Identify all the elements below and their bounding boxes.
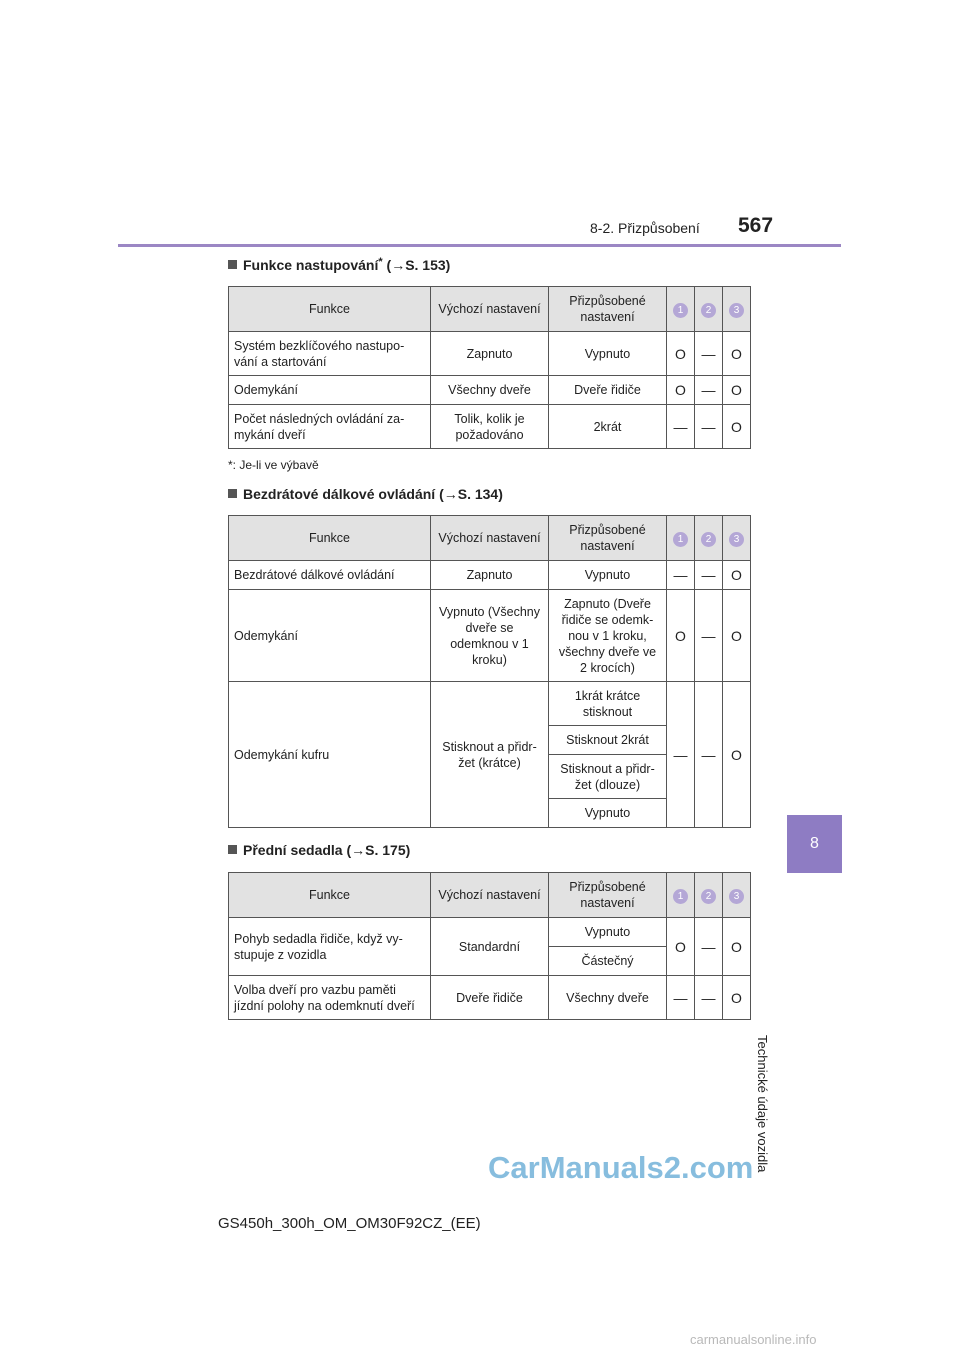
entry-settings-table [228, 286, 751, 449]
heading-text: Funkce nastupování [243, 257, 379, 273]
header-function: Funkce [229, 873, 431, 918]
cell-mark-3: O [723, 561, 751, 590]
cell-mark-3: O [723, 332, 751, 376]
cell-mark-2: — [695, 976, 723, 1020]
page-number: 567 [738, 214, 774, 237]
cell-function: Odemykání [229, 590, 431, 682]
cell-mark-1: O [667, 332, 695, 376]
header-col-2 [695, 516, 723, 561]
cell-custom: Vypnuto [549, 332, 667, 376]
cell-custom: Vypnuto [549, 561, 667, 590]
header-custom: Přizpůsobené nastavení [549, 516, 667, 561]
cell-function: Odemykání kufru [229, 682, 431, 828]
cell-default: Všechny dveře [431, 376, 549, 405]
table-row [229, 376, 751, 405]
table-row [229, 405, 751, 449]
cell-mark-3: O [723, 590, 751, 682]
cell-mark-1: O [667, 376, 695, 405]
cell-option: Stisknout 2krát [549, 726, 667, 755]
table-row [229, 561, 751, 590]
header-custom: Přizpůsobené nastavení [549, 287, 667, 332]
table-header-row [229, 873, 751, 918]
header-col-3 [723, 287, 751, 332]
header-default: Výchozí nastavení [431, 287, 549, 332]
cell-mark-1: — [667, 405, 695, 449]
cell-function: Počet následných ovládání za- mykání dveří [229, 405, 431, 449]
circle-2-icon: 2 [701, 303, 716, 318]
cell-mark-3: O [723, 682, 751, 828]
cell-mark-1: — [667, 682, 695, 828]
cell-default: Dveře řidiče [431, 976, 549, 1020]
square-bullet-icon [228, 845, 237, 854]
circle-2-icon: 2 [701, 532, 716, 547]
cell-function: Bezdrátové dálkové ovládání [229, 561, 431, 590]
header-function: Funkce [229, 516, 431, 561]
cell-function: Odemykání [229, 376, 431, 405]
heading-ref: (→S. 153) [382, 257, 451, 273]
cell-option: Stisknout a přidr- žet (dlouze) [549, 755, 667, 799]
header-col-1 [667, 516, 695, 561]
cell-mark-2: — [695, 682, 723, 828]
square-bullet-icon [228, 489, 237, 498]
header-custom: Přizpůsobené nastavení [549, 873, 667, 918]
cell-mark-3: O [723, 376, 751, 405]
cell-default: Vypnuto (Všechny dveře se odemknou v 1 kroku) [431, 590, 549, 682]
square-bullet-icon [228, 260, 237, 269]
document-code: GS450h_300h_OM_OM30F92CZ_(EE) [218, 1215, 481, 1232]
cell-custom: Dveře řidiče [549, 376, 667, 405]
asterisk-mark: * [378, 256, 383, 268]
cell-default: Stisknout a přidr- žet (krátce) [431, 682, 549, 828]
cell-default: Standardní [431, 918, 549, 976]
cell-mark-3: O [723, 918, 751, 976]
cell-default: Tolik, kolik je požadováno [431, 405, 549, 449]
cell-mark-1: — [667, 561, 695, 590]
circle-3-icon: 3 [729, 303, 744, 318]
section-heading-entry [228, 256, 450, 273]
table-header-row [229, 287, 751, 332]
footnote: *: Je-li ve výbavě [228, 458, 319, 472]
remote-settings-table [228, 515, 751, 828]
header-col-2 [695, 287, 723, 332]
cell-option: Vypnuto [549, 918, 667, 947]
cell-mark-2: — [695, 332, 723, 376]
table-row [229, 332, 751, 376]
cell-default: Zapnuto [431, 561, 549, 590]
cell-option: 1krát krátce stisknout [549, 682, 667, 726]
cell-default: Zapnuto [431, 332, 549, 376]
heading-text: Bezdrátové dálkové ovládání (→S. 134) [243, 486, 503, 502]
table-row [229, 590, 751, 682]
cell-mark-3: O [723, 976, 751, 1020]
cell-mark-2: — [695, 590, 723, 682]
cell-mark-2: — [695, 376, 723, 405]
cell-mark-2: — [695, 918, 723, 976]
chapter-tab: 8 [787, 815, 842, 873]
cell-custom: 2krát [549, 405, 667, 449]
cell-mark-1: O [667, 918, 695, 976]
header-function: Funkce [229, 287, 431, 332]
header-col-1 [667, 287, 695, 332]
table-row [229, 976, 751, 1020]
cell-mark-2: — [695, 405, 723, 449]
header-col-3 [723, 516, 751, 561]
header-divider [118, 244, 841, 247]
header-default: Výchozí nastavení [431, 516, 549, 561]
cell-mark-2: — [695, 561, 723, 590]
chapter-vertical-label: Technické údaje vozidla [755, 1035, 770, 1173]
cell-mark-3: O [723, 405, 751, 449]
seat-settings-table [228, 872, 751, 1020]
watermark-carmanualsonline: carmanualsonline.info [690, 1332, 817, 1347]
header-default: Výchozí nastavení [431, 873, 549, 918]
cell-custom: Zapnuto (Dveře řidiče se odemk- nou v 1 kroku, všechny dveře ve 2 krocích) [549, 590, 667, 682]
cell-function: Systém bezklíčového nastupo- vání a startování [229, 332, 431, 376]
header-col-3 [723, 873, 751, 918]
section-heading-seats [228, 842, 410, 858]
table-row [229, 682, 751, 726]
cell-custom: Všechny dveře [549, 976, 667, 1020]
table-header-row [229, 516, 751, 561]
table-row [229, 918, 751, 947]
circle-1-icon: 1 [673, 303, 688, 318]
watermark-carmanuals2: CarManuals2.com [488, 1150, 754, 1185]
circle-3-icon: 3 [729, 532, 744, 547]
circle-2-icon: 2 [701, 889, 716, 904]
header-col-1 [667, 873, 695, 918]
section-heading-remote [228, 486, 503, 502]
circle-1-icon: 1 [673, 532, 688, 547]
cell-mark-1: — [667, 976, 695, 1020]
section-title: 8-2. Přizpůsobení [590, 220, 700, 236]
header-col-2 [695, 873, 723, 918]
cell-function: Volba dveří pro vazbu paměti jízdní polohy na odemknutí dveří [229, 976, 431, 1020]
cell-mark-1: O [667, 590, 695, 682]
cell-option: Vypnuto [549, 799, 667, 828]
heading-text: Přední sedadla (→S. 175) [243, 842, 411, 858]
cell-option: Částečný [549, 947, 667, 976]
cell-function: Pohyb sedadla řidiče, když vy- stupuje z vozidla [229, 918, 431, 976]
circle-1-icon: 1 [673, 889, 688, 904]
circle-3-icon: 3 [729, 889, 744, 904]
